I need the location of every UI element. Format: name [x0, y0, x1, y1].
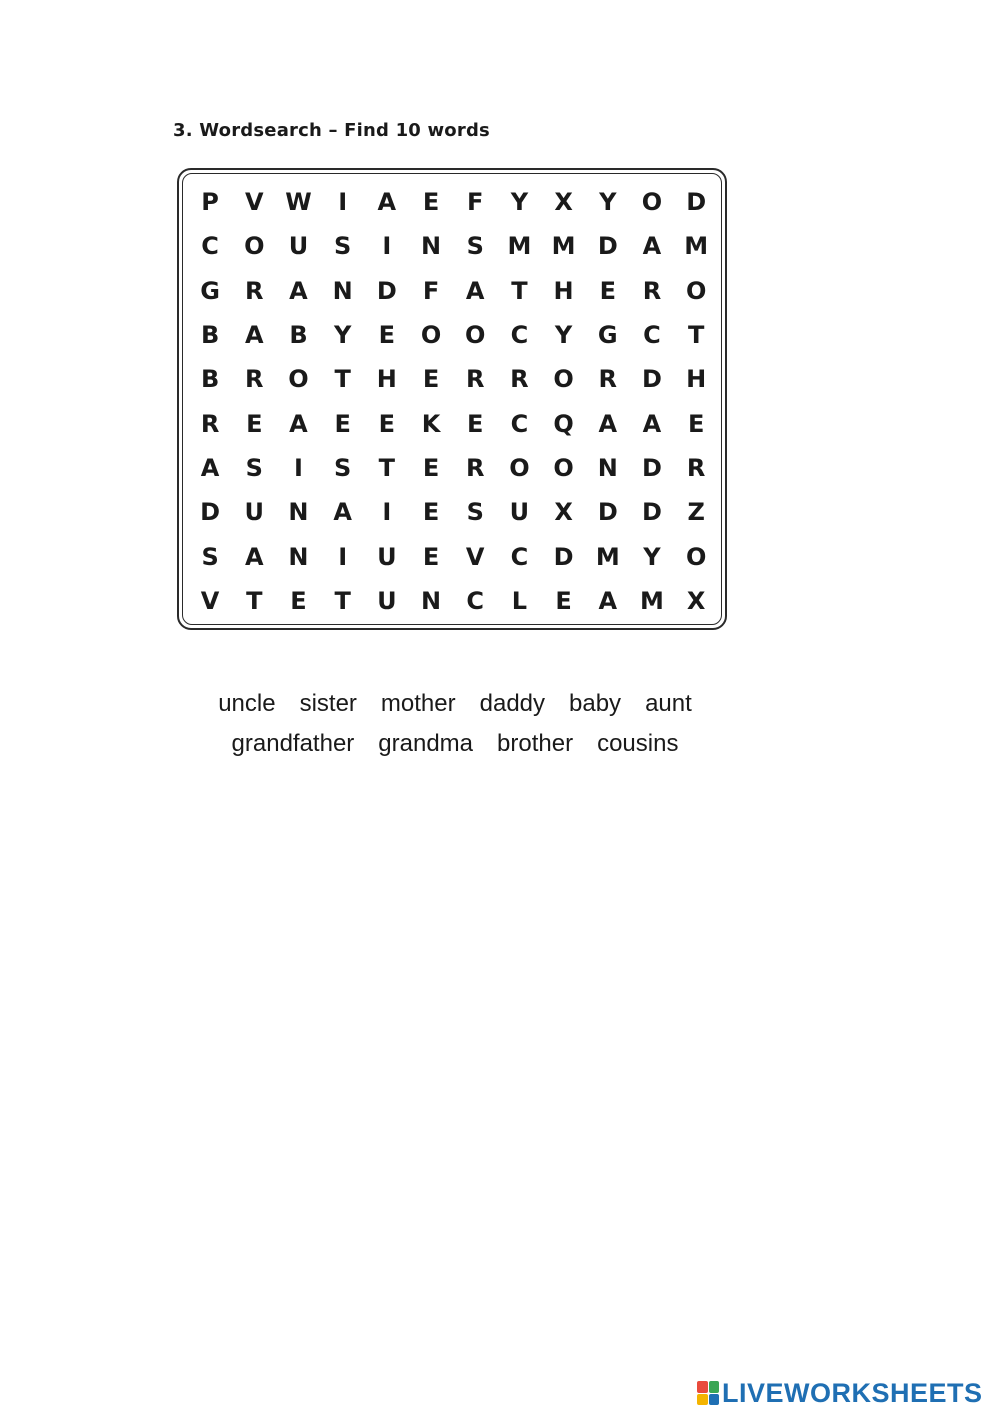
grid-letter: Y — [333, 321, 352, 350]
grid-letter: E — [246, 409, 263, 438]
grid-letter: O — [685, 276, 707, 305]
grid-letter: T — [378, 453, 396, 482]
liveworksheets-logo-icon — [697, 1381, 719, 1405]
grid-letter: R — [200, 409, 220, 438]
word-list-item: aunt — [645, 690, 692, 717]
grid-letter: A — [598, 409, 618, 438]
grid-letter: A — [598, 586, 618, 615]
grid-letter: S — [334, 232, 352, 261]
grid-letter: O — [685, 542, 707, 571]
grid-letter: D — [642, 453, 662, 482]
grid-letter: D — [597, 232, 618, 261]
grid-letter: N — [420, 232, 442, 261]
grid-letter: U — [244, 498, 265, 527]
grid-letter: V — [465, 542, 485, 571]
grid-letter: R — [598, 365, 618, 394]
grid-letter: R — [245, 276, 264, 305]
grid-letter: S — [245, 453, 263, 482]
grid-letter: I — [382, 232, 392, 261]
grid-letter: E — [378, 321, 396, 350]
grid-letter: I — [382, 498, 392, 527]
grid-letter: E — [378, 409, 396, 438]
grid-letter: C — [643, 321, 661, 350]
grid-letter: V — [200, 586, 220, 615]
grid-letter: D — [642, 498, 662, 527]
word-list-item: baby — [569, 690, 622, 717]
word-list-item: uncle — [218, 690, 276, 717]
grid-letter: S — [466, 498, 484, 527]
grid-letter: O — [465, 321, 486, 350]
grid-letter: U — [288, 232, 309, 261]
grid-letter: M — [684, 232, 709, 261]
grid-letter: T — [687, 321, 705, 350]
wordsearch-grid — [188, 180, 718, 623]
grid-letter: A — [200, 453, 220, 482]
word-list-item: grandfather — [231, 730, 355, 757]
grid-letter: A — [333, 498, 352, 527]
word-list-item: mother — [380, 690, 456, 717]
grid-letter: V — [244, 188, 264, 217]
grid-letter: E — [687, 409, 705, 438]
grid-letter: C — [466, 586, 485, 615]
grid-letter: M — [640, 586, 664, 615]
grid-letter: M — [595, 542, 620, 571]
grid-letter: K — [421, 409, 441, 438]
grid-letter: O — [641, 188, 663, 217]
grid-letter: R — [245, 365, 264, 394]
grid-letter: A — [289, 276, 308, 305]
grid-letter: E — [422, 498, 440, 527]
word-list-item: sister — [299, 690, 357, 717]
word-list-item: cousins — [597, 730, 679, 757]
grid-letter: D — [597, 498, 618, 527]
grid-letter: P — [201, 188, 219, 217]
grid-letter: I — [294, 453, 303, 482]
grid-letter: T — [334, 365, 351, 394]
grid-letter: X — [554, 498, 573, 527]
grid-letter: Y — [643, 542, 661, 571]
grid-letter: C — [510, 409, 529, 438]
grid-letter: S — [466, 232, 484, 261]
grid-letter: U — [377, 542, 397, 571]
word-list-row-2 — [170, 730, 740, 758]
word-list-item: grandma — [378, 730, 474, 757]
grid-letter: H — [376, 365, 397, 394]
liveworksheets-logo — [697, 1378, 983, 1408]
word-list-item: brother — [497, 730, 574, 757]
grid-letter: E — [334, 409, 351, 438]
grid-letter: B — [289, 321, 308, 350]
grid-letter: M — [507, 232, 532, 261]
grid-letter: E — [290, 586, 307, 615]
grid-letter: O — [553, 365, 574, 394]
grid-letter: A — [377, 188, 397, 217]
grid-letter: S — [334, 453, 352, 482]
grid-letter: O — [420, 321, 442, 350]
grid-letter: G — [597, 321, 618, 350]
grid-letter: O — [288, 365, 309, 394]
grid-letter: G — [200, 276, 220, 305]
grid-letter: A — [465, 276, 485, 305]
grid-letter: Z — [687, 498, 705, 527]
page-title: 3. Wordsearch – Find 10 words — [173, 120, 490, 141]
grid-letter: Y — [510, 188, 529, 217]
grid-letter: C — [201, 232, 219, 261]
grid-letter: E — [467, 409, 484, 438]
grid-letter: R — [465, 453, 485, 482]
grid-letter: N — [288, 542, 309, 571]
grid-letter: E — [422, 365, 440, 394]
grid-letter: H — [553, 276, 574, 305]
grid-letter: F — [422, 276, 440, 305]
grid-letter: N — [597, 453, 618, 482]
grid-letter: E — [422, 542, 440, 571]
grid-letter: N — [288, 498, 309, 527]
grid-letter: Y — [599, 188, 617, 217]
grid-letter: Y — [554, 321, 573, 350]
grid-letter: E — [555, 586, 572, 615]
grid-letter: B — [200, 365, 220, 394]
grid-letter: Q — [553, 409, 574, 438]
grid-letter: U — [377, 586, 397, 615]
grid-letter: O — [553, 453, 574, 482]
grid-letter: N — [332, 276, 353, 305]
grid-letter: A — [244, 542, 264, 571]
grid-letter: I — [338, 188, 348, 217]
grid-letter: C — [510, 542, 529, 571]
grid-letter: L — [511, 586, 528, 615]
grid-letter: N — [420, 586, 442, 615]
grid-letter: W — [285, 188, 312, 217]
grid-letter: T — [334, 586, 351, 615]
grid-letter: I — [338, 542, 348, 571]
logo-text: LIVEWORKSHEETS — [722, 1377, 983, 1408]
grid-letter: A — [642, 409, 662, 438]
grid-letter: R — [642, 276, 662, 305]
grid-letter: E — [599, 276, 616, 305]
grid-letter: R — [510, 365, 529, 394]
grid-letter: D — [200, 498, 221, 527]
grid-letter: C — [510, 321, 529, 350]
grid-letter: T — [246, 586, 263, 615]
grid-letter: D — [376, 276, 397, 305]
grid-letter: X — [554, 188, 573, 217]
grid-letter: E — [422, 188, 440, 217]
grid-letter: O — [244, 232, 265, 261]
grid-letter: S — [201, 542, 219, 571]
grid-letter: U — [509, 498, 530, 527]
grid-letter: M — [551, 232, 576, 261]
grid-letter: A — [642, 232, 662, 261]
grid-letter: A — [289, 409, 308, 438]
grid-letter: A — [244, 321, 264, 350]
grid-letter: D — [686, 188, 707, 217]
grid-letter: D — [553, 542, 574, 571]
word-list-row-1 — [170, 690, 740, 718]
grid-letter: F — [467, 188, 484, 217]
word-list-item: daddy — [479, 690, 546, 717]
grid-letter: D — [642, 365, 662, 394]
grid-letter: R — [465, 365, 485, 394]
grid-letter: E — [422, 453, 440, 482]
grid-letter: X — [686, 586, 706, 615]
grid-letter: H — [686, 365, 707, 394]
grid-letter: T — [511, 276, 528, 305]
grid-letter: O — [509, 453, 530, 482]
grid-letter: B — [200, 321, 220, 350]
grid-letter: R — [686, 453, 706, 482]
